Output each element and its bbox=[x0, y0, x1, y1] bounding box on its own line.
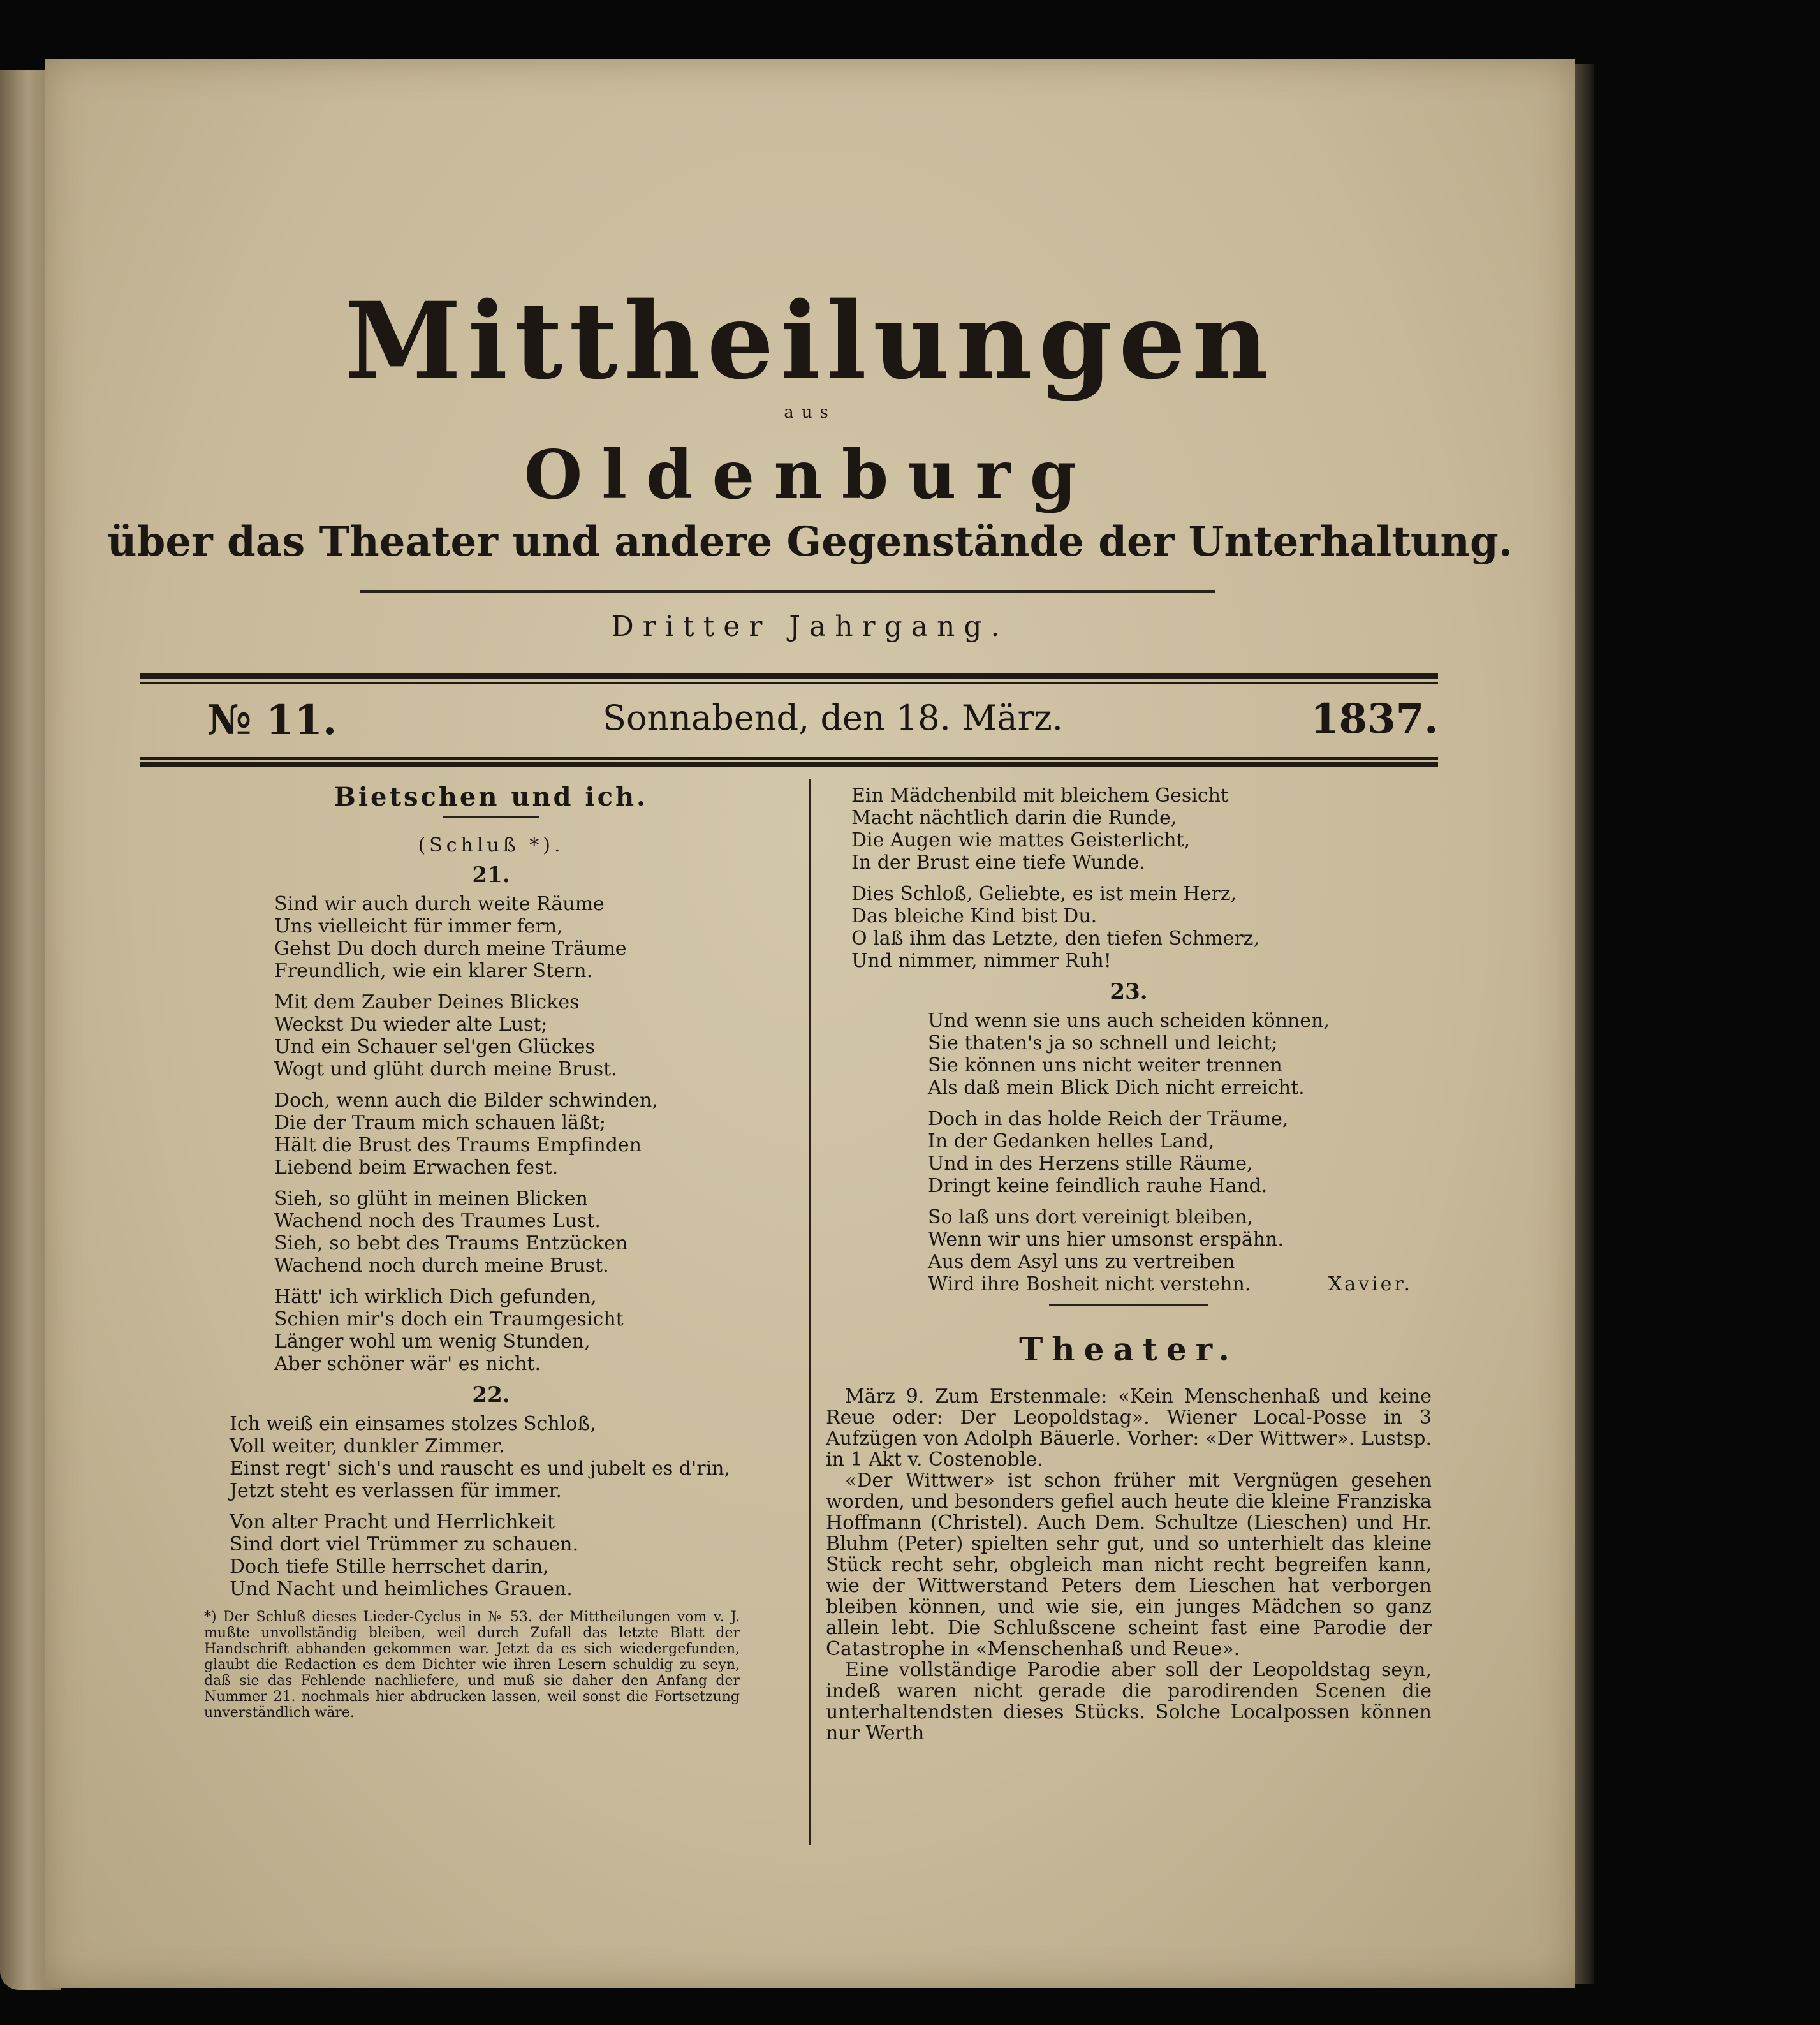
verse-line: Jetzt steht es verlassen für immer. bbox=[230, 1480, 562, 1502]
verse-line: Und in des Herzens stille Räume, bbox=[928, 1152, 1253, 1175]
poem-title: Bietschen und ich. bbox=[334, 782, 648, 812]
title-divider bbox=[360, 590, 1215, 593]
review-paragraph: Eine vollständige Parodie aber soll der Leopoldstag seyn, indeß waren nicht gerade die parodirenden Scenen die unterhaltendsten dieses Stücks. Solche Localpossen können nur Werth bbox=[826, 1659, 1432, 1744]
issue-year: 1837. bbox=[1310, 695, 1439, 743]
stanza bbox=[928, 1010, 1432, 1099]
header-rule-top-thin bbox=[140, 682, 1438, 684]
verse-line: Wenn wir uns hier umsonst erspähn. bbox=[928, 1228, 1284, 1251]
stanza bbox=[851, 784, 1432, 874]
theater-heading: Theater. bbox=[1019, 1330, 1238, 1368]
verse-line: Aber schöner wär' es nicht. bbox=[274, 1353, 541, 1375]
poem-title-rule bbox=[443, 816, 539, 818]
verse-line: Wogt und glüht durch meine Brust. bbox=[274, 1058, 617, 1080]
verse-line: Das bleiche Kind bist Du. bbox=[851, 905, 1097, 927]
masthead-city: Oldenburg bbox=[524, 435, 1096, 514]
verse-line: Dies Schloß, Geliebte, es ist mein Herz, bbox=[851, 883, 1237, 905]
verse-line: Und nimmer, nimmer Ruh! bbox=[851, 950, 1112, 972]
masthead-aus: aus bbox=[784, 403, 836, 422]
verse-line: Gehst Du doch durch meine Träume bbox=[274, 938, 627, 960]
poem-part-23 bbox=[826, 1010, 1432, 1295]
verse-line: Die Augen wie mattes Geisterlicht, bbox=[851, 829, 1191, 851]
verse-line: So laß uns dort vereinigt bleiben, bbox=[928, 1206, 1254, 1228]
review-paragraph: März 9. Zum Erstenmale: «Kein Menschenhaß und keine Reue oder: Der Leopoldstag». Wiener Local-Posse in 3 Aufzügen von Adolph Bäuerle. Vorher: «Der Wittwer». Lustsp. in 1 Akt v. Costenoble. bbox=[826, 1385, 1432, 1471]
column-divider bbox=[809, 779, 811, 1845]
verse-line: Und wenn sie uns auch scheiden können, bbox=[928, 1010, 1330, 1032]
verse-line: Ich weiß ein einsames stolzes Schloß, bbox=[230, 1413, 596, 1435]
verse-line: Hätt' ich wirklich Dich gefunden, bbox=[274, 1286, 597, 1308]
stanza bbox=[851, 883, 1432, 972]
verse-line: Und Nacht und heimliches Grauen. bbox=[230, 1578, 573, 1600]
right-column bbox=[826, 784, 1432, 1744]
verse-line: Die der Traum mich schauen läßt; bbox=[274, 1112, 606, 1134]
verse-line: Als daß mein Blick Dich nicht erreicht. bbox=[928, 1077, 1305, 1099]
verse-line: In der Gedanken helles Land, bbox=[928, 1130, 1215, 1152]
left-column bbox=[204, 784, 778, 1721]
section-number-21: 21. bbox=[472, 862, 510, 888]
verse-line: In der Brust eine tiefe Wunde. bbox=[851, 851, 1145, 874]
verse-line: Mit dem Zauber Deines Blickes bbox=[274, 991, 580, 1013]
stanza bbox=[274, 1286, 778, 1375]
verse-line: Ein Mädchenbild mit bleichem Gesicht bbox=[851, 784, 1229, 807]
masthead-title: Mittheilungen bbox=[344, 279, 1275, 402]
issue-date: Sonnabend, den 18. März. bbox=[603, 698, 1063, 738]
header-rule-bottom-thin bbox=[140, 757, 1438, 760]
masthead-subtitle: über das Theater und andere Gegenstände der Unterhaltung. bbox=[107, 518, 1513, 566]
verse-line: Weckst Du wieder alte Lust; bbox=[274, 1013, 548, 1036]
theater-review bbox=[826, 1386, 1432, 1744]
verse-line: Wachend noch des Traumes Lust. bbox=[274, 1210, 601, 1232]
stanza bbox=[274, 1089, 778, 1179]
verse-line: Uns vielleicht für immer fern, bbox=[274, 915, 563, 938]
stanza bbox=[928, 1108, 1432, 1197]
verse-line: Schien mir's doch ein Traumgesicht bbox=[274, 1308, 624, 1330]
verse-line: Freundlich, wie ein klarer Stern. bbox=[274, 960, 593, 982]
book-spine-edge bbox=[1575, 64, 1594, 1984]
verse-line-text: Wird ihre Bosheit nicht verstehn. bbox=[928, 1273, 1251, 1295]
verse-line: Voll weiter, dunkler Zimmer. bbox=[230, 1435, 505, 1457]
verse-line: Wachend noch durch meine Brust. bbox=[274, 1255, 609, 1277]
verse-line: Sieh, so glüht in meinen Blicken bbox=[274, 1188, 588, 1210]
poem-subtitle: (Schluß *). bbox=[418, 834, 564, 857]
stanza bbox=[928, 1206, 1432, 1295]
stanza bbox=[230, 1413, 778, 1502]
verse-line: Sind dort viel Trümmer zu schauen. bbox=[230, 1533, 579, 1556]
verse-line: Hält die Brust des Traums Empfinden bbox=[274, 1134, 642, 1156]
poem-part-21 bbox=[204, 893, 778, 1375]
poem-part-22 bbox=[204, 1413, 778, 1600]
footnote: *) Der Schluß dieses Lieder-Cyclus in № 53. der Mittheilungen vom v. J. mußte unvollständig bleiben, weil durch Zufall das letzte Blatt der Handschrift abhanden gekommen war. Jetzt da es sich wiedergefunden, glaubt die Redaction es dem Dichter wie ihren Lesern schuldig zu seyn, daß sie das Fehlende nachliefere, und muß sie daher den Anfang der Nummer 21. nochmals hier abdrucken lassen, weil sonst die Fortsetzung unverständlich wäre. bbox=[204, 1609, 740, 1721]
stanza bbox=[230, 1511, 778, 1600]
verse-line: Doch, wenn auch die Bilder schwinden, bbox=[274, 1089, 658, 1112]
verse-line: Doch in das holde Reich der Träume, bbox=[928, 1108, 1289, 1130]
poem-part-22-continued bbox=[826, 784, 1432, 972]
verse-line: Sind wir auch durch weite Räume bbox=[274, 893, 605, 915]
stanza bbox=[274, 893, 778, 982]
stanza bbox=[274, 1188, 778, 1277]
verse-line: Doch tiefe Stille herrschet darin, bbox=[230, 1556, 549, 1578]
verse-line: Einst regt' sich's und rauscht es und jubelt es d'rin, bbox=[230, 1457, 731, 1480]
section-number-22: 22. bbox=[472, 1382, 510, 1408]
volume-line: Dritter Jahrgang. bbox=[611, 610, 1009, 643]
verse-line: Sieh, so bebt des Traums Entzücken bbox=[274, 1232, 628, 1255]
section-number-23: 23. bbox=[1110, 979, 1148, 1005]
verse-line: Länger wohl um wenig Stunden, bbox=[274, 1330, 591, 1353]
section-divider bbox=[1049, 1304, 1208, 1306]
verse-line: Sie können uns nicht weiter trennen bbox=[928, 1054, 1282, 1077]
verse-line: Liebend beim Erwachen fest. bbox=[274, 1156, 559, 1179]
verse-line: Macht nächtlich darin die Runde, bbox=[851, 807, 1177, 829]
stanza bbox=[274, 991, 778, 1080]
verse-line: Von alter Pracht und Herrlichkeit bbox=[230, 1511, 555, 1533]
newspaper-sheet bbox=[45, 59, 1575, 1988]
header-rule-top bbox=[140, 673, 1438, 679]
author-signature: Xavier. bbox=[1328, 1273, 1413, 1295]
verse-line: Sie thaten's ja so schnell und leicht; bbox=[928, 1032, 1278, 1054]
verse-line: O laß ihm das Letzte, den tiefen Schmerz, bbox=[851, 927, 1260, 950]
header-rule-bottom bbox=[140, 762, 1438, 767]
review-paragraph: «Der Wittwer» ist schon früher mit Vergnügen gesehen worden, und besonders gefiel auch heute die kleine Franziska Hoffmann (Christel). Auch Dem. Schultze (Lieschen) und Hr. Bluhm (Peter) spielten sehr gut, und so unterhielt das kleine Stück recht sehr, obgleich man nicht recht begreifen kann, wie der Wittwerstand Peters dem Lieschen hat verborgen bleiben können, und wie sie, ein junges Mädchen so ganz allein lebt. Die Schlußscene scheint fast eine Parodie der Catastrophe in «Menschenhaß und Reue». bbox=[826, 1469, 1432, 1660]
verse-line: Dringt keine feindlich rauhe Hand. bbox=[928, 1175, 1268, 1197]
verse-line: Aus dem Asyl uns zu vertreiben bbox=[928, 1251, 1235, 1273]
verse-line: Und ein Schauer sel'gen Glückes bbox=[274, 1036, 595, 1058]
verse-line bbox=[928, 1273, 1432, 1295]
issue-number: № 11. bbox=[207, 696, 337, 744]
